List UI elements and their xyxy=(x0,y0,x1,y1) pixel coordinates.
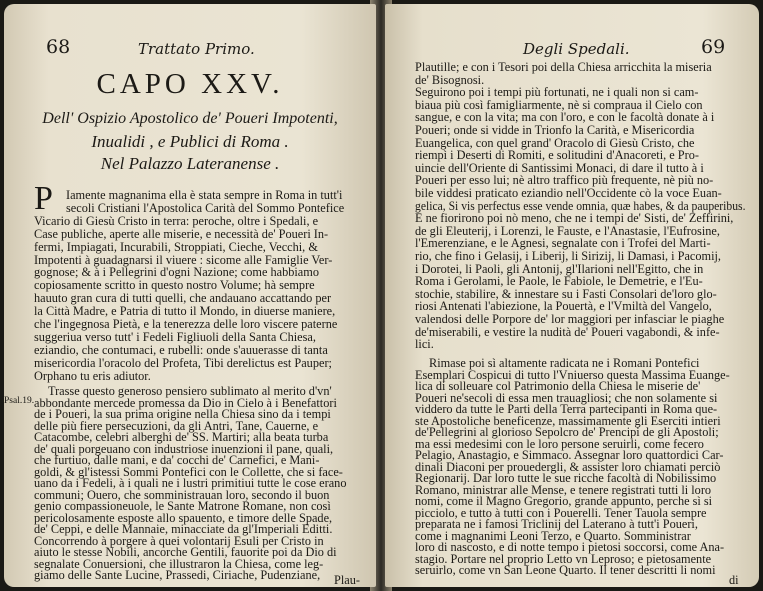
text-line: uincie dell'Oriente di Santissimi Monaci, di dare il tutto à i xyxy=(415,160,704,175)
text-line: Vicario di Giesù Cristo in terra: peroche, oltre i Spedali, e xyxy=(34,213,319,228)
catchword: Plau- xyxy=(334,573,360,587)
text-line: Impotenti à guadagnarsi il viuere : sicome alle Famiglie Ver- xyxy=(34,252,333,267)
text-line: stochie, stabilire, & innestare su i Fasti Consolari de'loro glo- xyxy=(415,286,717,301)
text-line: Seguirono poi i tempi più fortunati, ne i quali non si cam- xyxy=(415,85,699,100)
page-number: 68 xyxy=(46,36,71,58)
text-line: riosi Antenati l'abiezione, la Pouertà, e l'Vmiltà del Vangelo, xyxy=(415,299,712,314)
text-line: de' Bisognosi. xyxy=(415,72,485,87)
text-line: lica di solleuare col Patrimonio della Chiesa le miserie de' xyxy=(415,379,701,393)
text-line: gognose; & à i Pellegrini d'ogni Nazione; come habbiamo xyxy=(34,265,319,280)
text-line: come i magnanimi Leoni Terzo, e Quarto. Somministrar xyxy=(415,528,691,543)
text-line: picciolo, e tutto à tutti con i Pouerelli. Tener Tauola sempre xyxy=(415,505,707,520)
running-head: Degli Spedali. xyxy=(523,40,630,58)
text-line: Roma i Gerolami, le Paole, le Fabiole, le Demetrie, e l'Eu- xyxy=(415,274,703,289)
text-line: pericolosamente esposte allo spauento, e timore delle Spade, xyxy=(34,510,333,525)
text-line: Concorrendo à porgere à quei volontarij Esuli per Cristo in xyxy=(34,533,324,548)
right-page xyxy=(385,4,759,587)
text-line: giamo delle Sante Lucine, Prassedi, Ciriache, Pudenziane, xyxy=(34,568,321,582)
text-line: bile viddesi praticato eziandio nell'Occidente cò la voce Euan- xyxy=(415,186,722,200)
chapter-subtitle-line: Inualidi , e Publici di Roma . xyxy=(91,132,289,151)
text-line: abbondante mercede promessa da Dio in Cielo à i Benefattori xyxy=(34,395,337,410)
text-line: Euangelica, con quel grand' Oracolo di Giesù Cristo, che xyxy=(415,135,695,150)
text-line: sangue, e con la vita; ma con l'oro, e con le facoltà donate à i xyxy=(415,110,715,125)
text-line: nomi, come il Magno Gregorio, grande appunto, perche sì si xyxy=(415,494,713,508)
text-line: viddero da tutte le Parti della Terra partecipanti in Roma que- xyxy=(415,402,718,416)
running-head: Trattato Primo. xyxy=(138,40,255,58)
catchword: di xyxy=(729,573,739,587)
text-line: la Città Madre, e Patria di tutto il Mondo, in diuerse maniere, xyxy=(34,304,336,319)
text-line: ma essi medesimi con le loro persone seruirli, come fecero xyxy=(415,436,704,451)
text-line: hauuto gran cura di tutti quelli, che andauano accattando per xyxy=(34,291,332,306)
text-line: valendosi delle Porpore de' lor maggiori per infasciar le piaghe xyxy=(415,312,725,326)
chapter-title: CAPO XXV. xyxy=(96,68,284,100)
text-line: gelica, Si vis perfectus esse vende omnia, quæ habes, & da pauperibus. xyxy=(415,198,746,213)
text-line: Catacombe, celebri alberghi de' SS. Martiri; alla beata turba xyxy=(34,430,329,444)
text-line: stagio. Portare nel proprio Letto vn Leproso; e pietosamente xyxy=(415,551,712,566)
text-line: dinali Diaconi per prouedergli, & assister loro chiamati perciò xyxy=(415,459,721,474)
text-line: Poueri; onde si vidde in Trionfo la Carità, e Misericordia xyxy=(415,123,695,137)
text-line: Esemplari Cospicui di tutto l'Vniuerso questa Massima Euange- xyxy=(415,367,730,382)
text-line: riempì i Deserti di Romiti, e solitudini d'Anacoreti, e Pro- xyxy=(415,148,699,163)
text-line: lici. xyxy=(415,337,434,352)
text-line: Poueri per esso lui; nè altro traffico più frequente, nè più no- xyxy=(415,173,714,188)
text-line: de' quali porgeuano con industriose inuenzioni il pane, quali, xyxy=(34,441,334,456)
drop-cap: P xyxy=(34,180,53,217)
text-line: copiosamente scritto in questo nostro Volume; hà sempre xyxy=(34,278,315,293)
chapter-subtitle-line: Dell' Ospizio Apostolico de' Poueri Impotenti, xyxy=(42,110,338,127)
text-line: rio, che fino i Gelasij, i Liberij, li Sirizij, li Damasi, i Pacomij, xyxy=(415,249,721,263)
text-line: de gli Eleuterij, i Lorenzi, le Fauste, e l'Anastasie, l'Eufrosine, xyxy=(415,223,720,238)
text-line: aiuto le stesse Nobili, ancorche Gentili, fauorite poi da Dio di xyxy=(34,545,337,559)
text-line: misericordia l'oracolo del Profeta, Tibi derelictus est Pauper; xyxy=(34,355,332,370)
text-line: l'Emerenziane, e le Agnesi, segnalate con i Trofei del Marti- xyxy=(415,236,711,251)
text-line: Romano, ministrar alle Mense, e tenere registrati tutti li loro xyxy=(415,482,712,497)
text-line: preparata ne i famosi Triclinij del Laterano à tutt'i Poueri, xyxy=(415,517,698,531)
text-line: goldi, & gl'istessi Sommi Pontefici con le Collette, che si face- xyxy=(34,464,343,479)
text-line: che furtiuo, dalle mani, e da' cocchi de' Carnefici, e Mani- xyxy=(34,453,320,467)
text-line: delle più fiere persecuzioni, da gli Antri, Tane, Cauerne, e xyxy=(34,418,319,433)
left-page xyxy=(4,4,376,587)
text-line: E ne fiorirono poi nò meno, che ne i tempi de' Sisti, de' Zeffirini, xyxy=(415,211,734,226)
text-line: de i Poueri, la sua prima origine nella Chiesa sino da i tempi xyxy=(34,407,331,421)
text-line: ste Apostoliche beneficenze, massimamente gli Eserciti intieri xyxy=(415,413,721,428)
text-line: Trasse questo generoso pensiero sublimato al merito d'vn' xyxy=(48,384,332,398)
chapter-subtitle-line: Nel Palazzo Lateranense . xyxy=(100,154,280,173)
text-line: loro di nascosto, e di notte tempo i pietosi soccorsi, come Ana- xyxy=(415,540,725,554)
text-line: communi; Ouero, che somministrauan loro, secondo il buon xyxy=(34,487,330,502)
text-line: eziandio, che contumaci, e rubelli: onde s'auuerasse di tanta xyxy=(34,342,328,357)
text-line: i Dorotei, li Paoli, gli Antonij, gl'Ilarioni nell'Egitto, che in xyxy=(415,261,704,276)
text-line: Pelagio, Anastagio, e Simmaco. Assegnar loro quattordici Car- xyxy=(415,448,724,462)
text-line: Regionarij. Dar loro tutte le sue ricche facoltà di Nobilissimo xyxy=(415,471,717,485)
text-line: Plautille; e con i Tesori poi della Chiesa arricchita la miseria xyxy=(415,60,712,74)
text-line: fermi, Impiagati, Incurabili, Stroppiati, Cieche, Vecchi, & xyxy=(34,239,318,254)
text-line: biaua più così famigliarmente, nè si compraua il Cielo con xyxy=(415,97,703,112)
text-line: uano da i Fedeli, à i quali ne i lustri primitiui tutte le cose erano xyxy=(34,476,347,490)
text-line: Orphano tu eris adiutor. xyxy=(34,368,151,383)
text-line: seruirlo, come vn San Leone Quarto. Il tener descritti li nomi xyxy=(415,563,716,577)
text-line: de'Pellegrini al glorioso Sepolcro de' Prencipi de gli Apostoli; xyxy=(415,425,719,439)
text-line: secoli Cristiani l'Apostolica Carità del Sommo Pontefice xyxy=(66,200,345,215)
margin-note: Psal.19. xyxy=(4,396,35,406)
text-line: Rimase poi sì altamente radicata ne i Romani Pontefici xyxy=(429,356,700,370)
text-line: genio compassioneuole, le Sante Matrone Romane, non così xyxy=(34,499,331,513)
text-line: de' Ceppi, e delle Mannaie, minacciate da gl'Imperiali Editti. xyxy=(34,522,333,536)
text-line: Case publiche, aperte alle miserie, e necessità de' Poueri In- xyxy=(34,226,329,241)
text-line: de'miserabili, e vestire la nudità de' Poueri vagabondi, & infe- xyxy=(415,324,720,339)
text-line: segnalate Conuersioni, che illustraron la Chiesa, come leg- xyxy=(34,556,324,571)
text-line: Iamente magnanima ella è stata sempre in Roma in tutt'i xyxy=(66,188,343,202)
page-number: 69 xyxy=(701,36,726,58)
text-line: che l'ingegnosa Pietà, e la tenerezza delle loro viscere paterne xyxy=(34,317,338,331)
text-line: Poueri ne'secoli di essa men trauagliosi; che non solamente si xyxy=(415,390,718,405)
text-line: suggeriua verso tutt' i Fedeli Figliuoli della Santa Chiesa, xyxy=(34,329,316,344)
